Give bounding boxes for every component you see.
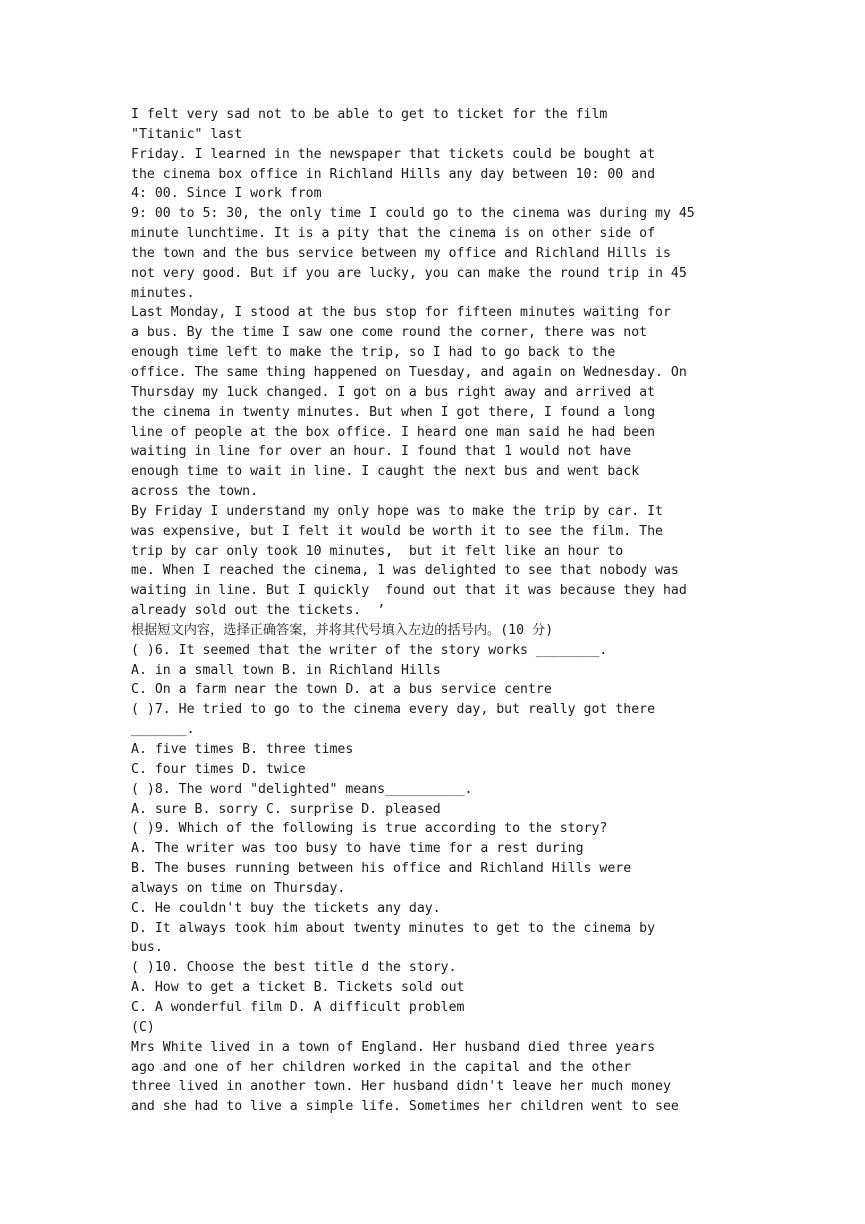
text-line: trip by car only took 10 minutes, but it felt like an hour to [131,543,624,559]
option-line: A. How to get a ticket B. Tickets sold out [131,980,465,996]
text-line: the cinema box office in Richland Hills any day between 10: 00 and [131,166,656,182]
option-line: A. in a small town B. in Richland Hills [131,662,441,678]
option-line: C. four times D. twice [131,761,306,777]
text-line: across the town. [131,484,259,500]
text-line: me. When I reached the cinema, 1 was delighted to see that nobody was [131,563,679,579]
text-line: waiting in line for over an hour. I found that 1 would not have [131,444,632,460]
option-line: always on time on Thursday. [131,880,346,896]
text-line: enough time to wait in line. I caught the next bus and went back [131,464,640,480]
text-line: Last Monday, I stood at the bus stop for fifteen minutes waiting for [131,305,671,321]
option-line: A. The writer was too busy to have time for a rest during [131,841,584,857]
option-line: C. He couldn't buy the tickets any day. [131,900,441,916]
text-line: was expensive, but I felt it would be worth it to see the film. The [131,523,663,539]
text-line: ago and one of her children worked in the capital and the other [131,1059,632,1075]
text-line: minutes. [131,285,195,301]
text-line: I felt very sad not to be able to get to ticket for the film [131,107,608,122]
question-line: ( )6. It seemed that the writer of the story works ________. [131,642,608,658]
text-line: waiting in line. But I quickly found out that it was because they had [131,583,687,599]
option-line: A. five times B. three times [131,742,354,757]
text-line: line of people at the box office. I heard one man said he had been [131,424,656,440]
text-line: already sold out the tickets. ’ [131,603,386,619]
option-line: bus. [131,940,163,956]
text-line: and she had to live a simple life. Sometimes her children went to see [131,1099,679,1115]
instruction-line: 根据短文内容，选择正确答案，并将其代号填入左边的括号内。(10 分) [131,622,554,638]
option-line: D. It always took him about twenty minutes to get to the cinema by [131,920,656,936]
text-line: 4: 00. Since I work from [131,186,322,202]
text-line: 9: 00 to 5: 30, the only time I could go to the cinema was during my 45 [131,206,695,222]
text-line: Thursday my 1uck changed. I got on a bus right away and arrived at [131,384,656,400]
option-line: C. A wonderful film D. A difficult problem [131,999,465,1015]
option-line: C. On a farm near the town D. at a bus service centre [131,682,552,698]
section-heading: (C) [131,1019,155,1035]
document-page [131,105,831,1117]
text-line: Friday. I learned in the newspaper that tickets could be bought at [131,146,656,162]
text-line: office. The same thing happened on Tuesday, and again on Wednesday. On [131,364,687,380]
question-line: ( )7. He tried to go to the cinema every day, but really got there [131,702,656,718]
text-line: three lived in another town. Her husband didn't leave her much money [131,1079,671,1095]
text-line: Mrs White lived in a town of England. Her husband died three years [131,1039,656,1055]
text-line: "Titanic" last [131,126,243,142]
question-line: ( )8. The word "delighted" means__________. [131,781,473,797]
text-line: enough time left to make the trip, so I had to go back to the [131,345,616,361]
text-line: a bus. By the time I saw one come round the corner, there was not [131,325,648,341]
text-line: not very good. But if you are lucky, you can make the round trip in 45 [131,265,687,281]
text-line: the cinema in twenty minutes. But when I got there, I found a long [131,404,656,420]
question-line: _______. [131,722,195,738]
text-line: the town and the bus service between my office and Richland Hills is [131,245,671,261]
option-line: B. The buses running between his office and Richland Hills were [131,861,632,877]
text-line: By Friday I understand my only hope was to make the trip by car. It [131,503,663,519]
question-line: ( )9. Which of the following is true according to the story? [131,821,608,837]
option-line: A. sure B. sorry C. surprise D. pleased [131,801,441,817]
question-line: ( )10. Choose the best title d the story. [131,960,457,976]
text-line: minute lunchtime. It is a pity that the cinema is on other side of [131,226,656,242]
